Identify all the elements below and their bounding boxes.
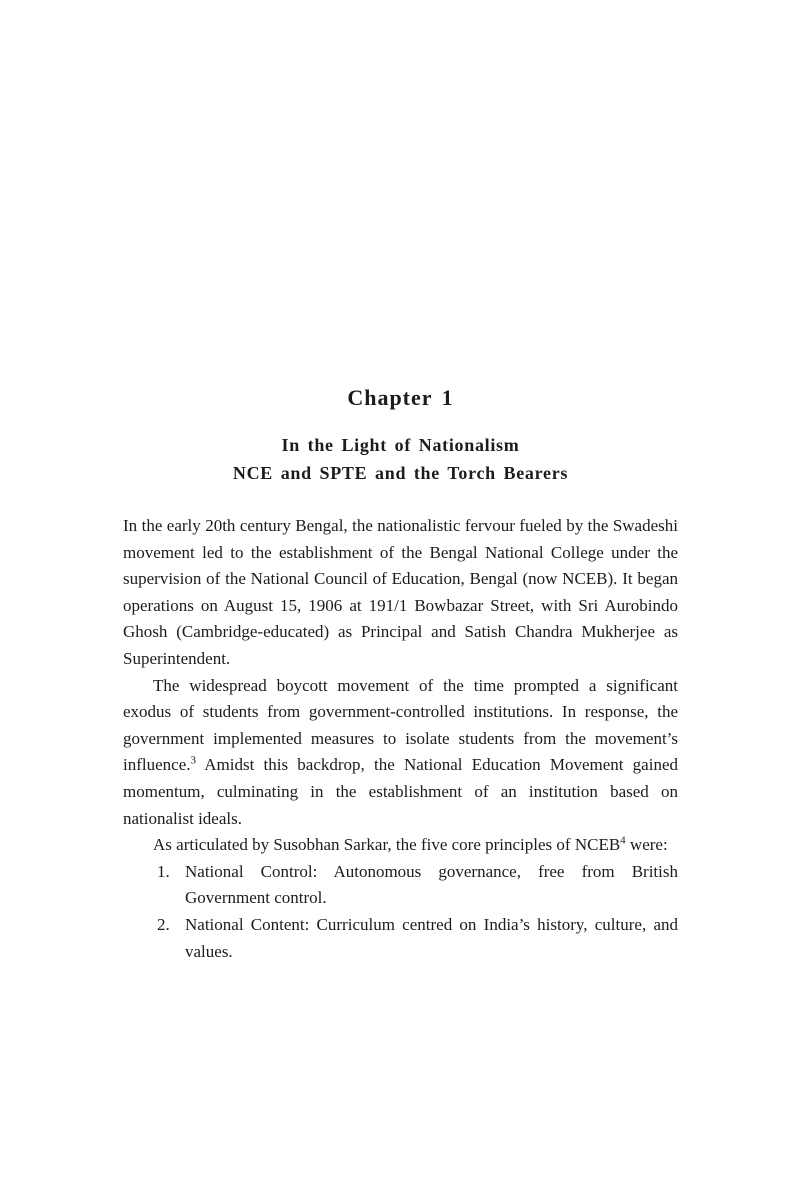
chapter-heading: Chapter 1 — [347, 385, 454, 410]
list-item-number: 1. — [157, 861, 170, 881]
paragraph-principles-lead — [123, 832, 678, 859]
subtitle-line-2: NCE and SPTE and the Torch Bearers — [232, 463, 569, 483]
list-item — [123, 859, 678, 912]
paragraph-boycott — [123, 673, 678, 833]
list-item-text: National Content: Curriculum centred on India’s history, culture, and values. — [185, 914, 678, 961]
footnote-ref-3: 3 — [190, 754, 196, 767]
book-page — [123, 0, 678, 965]
paragraph-boycott-text-before: The widespread boycott movement of the time prompted a significant exodus of students from government-controlled institutions. In response, the government implemented measures to isolate students from the movement’s influence. — [123, 675, 678, 775]
list-item — [123, 912, 678, 965]
footnote-ref-4: 4 — [620, 834, 626, 847]
paragraph-intro — [123, 513, 678, 673]
subtitle-line-1: In the Light of Nationalism — [281, 435, 520, 455]
paragraph-principles-text-after: were: — [625, 835, 668, 855]
list-item-number: 2. — [157, 914, 170, 934]
paragraph-intro-text: In the early 20th century Bengal, the nationalistic fervour fueled by the Swadeshi movement led to the establishment of the Bengal National College under the supervision of the National Council of Education, Bengal (now NCEB). It began operations on August 15, 1906 at 191/1 Bowbazar Street, with Sri Aurobindo Ghosh (Cambridge-educated) as Principal and Satish Chandra Mukherjee as Superintendent. — [123, 516, 678, 668]
paragraph-principles-text-before: As articulated by Susobhan Sarkar, the five core principles of NCEB — [153, 835, 621, 855]
paragraph-boycott-text-after: Amidst this backdrop, the National Education Movement gained momentum, culminating in the establishment of an institution based on nationalist ideals. — [123, 755, 678, 828]
chapter-subtitle — [123, 431, 678, 487]
list-item-text: National Control: Autonomous governance, free from British Government control. — [185, 861, 678, 908]
principles-list — [123, 859, 678, 965]
